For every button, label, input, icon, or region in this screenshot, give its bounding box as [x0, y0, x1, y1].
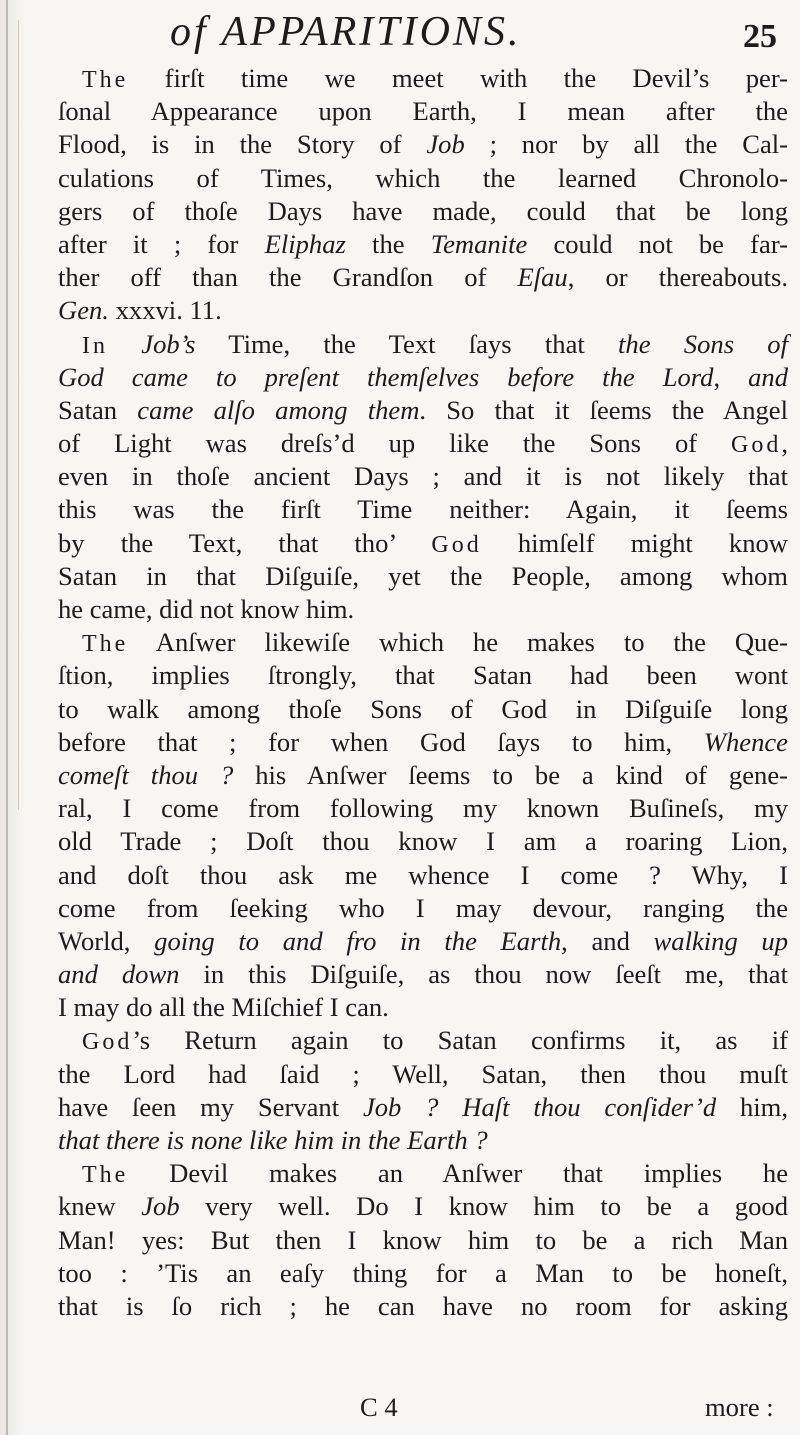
- text-line: [58, 427, 788, 460]
- text-run: the: [345, 228, 431, 259]
- italic-text: Temanite: [430, 228, 528, 259]
- text-run: by the Text, that tho’: [58, 527, 432, 558]
- text-line: [58, 693, 788, 726]
- text-run: , and: [561, 925, 654, 956]
- body-text: [58, 62, 788, 1323]
- italic-text: God came to preſent themſelves before the Lord: [58, 361, 714, 392]
- text-run: in this Diſguiſe, as thou now ſeeſt me, that: [179, 959, 788, 990]
- text-run: even in thoſe ancient Days ; and it is not likely that: [58, 461, 788, 492]
- text-run: come from ſeeking who I may devour, ranging the: [58, 892, 788, 923]
- text-run: too : ’Tis an eaſy thing for a Man to be honeſt,: [58, 1257, 788, 1288]
- italic-text: Gen.: [58, 295, 109, 326]
- text-run: knew: [58, 1191, 142, 1222]
- text-run: ſonal Appearance upon Earth, I mean after the: [58, 96, 788, 127]
- text-line: [58, 1124, 788, 1157]
- small-caps-text: God: [731, 432, 782, 459]
- italic-text: walking up: [653, 925, 789, 956]
- text-run: could not be far-: [527, 228, 788, 259]
- text-line: [58, 560, 788, 593]
- text-line: [58, 460, 788, 493]
- italic-text: Job ? Haſt thou conſider’d: [362, 1091, 717, 1122]
- text-run: ſtion, implies ſtrongly, that Satan had been wont: [58, 660, 788, 691]
- text-line: [58, 726, 788, 759]
- small-caps-text: God: [82, 1029, 133, 1056]
- text-run: this was the firſt Time neither: Again, it ſeems: [58, 494, 788, 525]
- page-number: 25: [743, 18, 777, 55]
- italic-text: came alſo among them: [137, 394, 420, 425]
- italic-text: comeſt thou ?: [58, 759, 234, 790]
- text-run: ,: [781, 428, 788, 459]
- text-run: Man! yes: But then I know him to be a rich Man: [58, 1224, 788, 1255]
- text-run: , or thereabouts.: [567, 262, 788, 293]
- text-run: ’s Return again to Satan confirms it, as if: [132, 1025, 788, 1056]
- text-line: [58, 1257, 788, 1290]
- text-line: [58, 294, 788, 327]
- text-run: . So that it ſeems the Angel: [419, 394, 788, 425]
- text-run: him,: [716, 1091, 788, 1122]
- text-run: that is ſo rich ; he can have no room for asking: [58, 1290, 788, 1321]
- text-line: [58, 1190, 788, 1223]
- small-caps-text: The: [82, 67, 129, 93]
- text-run: ; nor by all the Cal-: [464, 129, 788, 160]
- text-line: [58, 128, 788, 161]
- text-run: gers of thoſe Days have made, could that be long: [58, 195, 788, 226]
- catchword: more :: [705, 1392, 774, 1422]
- italic-text: Eſau: [517, 262, 568, 293]
- text-run: very well. Do I know him to be a good: [179, 1191, 788, 1222]
- text-run: Time, the Text ſays that: [195, 328, 619, 359]
- text-run: Satan in that Diſguiſe, yet the People, among whom: [58, 560, 788, 591]
- text-run: after it ; for: [58, 228, 265, 259]
- italic-text: that there is none like him in the Earth ?: [58, 1125, 488, 1155]
- text-run: ,: [713, 361, 749, 392]
- text-line: [58, 493, 788, 526]
- text-line: [58, 892, 788, 925]
- text-line: [58, 228, 788, 261]
- text-run: ral, I come from following my known Buſineſs, my: [58, 793, 788, 824]
- running-header: [170, 8, 777, 62]
- text-line: [58, 1091, 788, 1124]
- text-run: Satan: [58, 394, 138, 425]
- text-run: the Lord had ſaid ; Well, Satan, then thou muſt: [58, 1058, 788, 1089]
- text-line: [58, 925, 788, 958]
- signature-mark: C 4: [360, 1392, 398, 1422]
- text-line: [58, 1224, 788, 1257]
- text-line: [58, 62, 788, 95]
- text-line: [58, 1058, 788, 1091]
- italic-text: going to and fro in the Earth: [154, 925, 562, 956]
- text-run: Flood, is in the Story of: [58, 129, 427, 160]
- small-caps-text: In: [82, 332, 108, 359]
- text-line: [58, 95, 788, 128]
- text-line: [58, 991, 788, 1024]
- text-run: to walk among thoſe Sons of God in Diſguiſe long: [58, 693, 788, 724]
- text-line: [58, 195, 788, 228]
- text-run: his Anſwer ſeems to be a kind of gene-: [233, 759, 788, 790]
- text-run: have ſeen my Servant: [58, 1091, 363, 1122]
- italic-text: Job: [141, 1191, 180, 1222]
- text-run: himſelf might know: [481, 527, 788, 558]
- text-line: [58, 361, 788, 394]
- text-line: [58, 759, 788, 792]
- text-run: and doſt thou ask me whence I come ? Why, I: [58, 859, 788, 890]
- text-line: [58, 527, 788, 560]
- italic-text: Job’s: [141, 328, 196, 359]
- text-run: Anſwer likewiſe which he makes to the Que-: [128, 627, 788, 658]
- running-title: of APPARITIONS.: [170, 9, 522, 55]
- text-line: [58, 261, 788, 294]
- text-run: before that ; for when God ſays to him,: [58, 726, 704, 757]
- text-line: [58, 1024, 788, 1057]
- italic-text: the Sons of: [618, 328, 788, 359]
- text-run: Devil makes an Anſwer that implies he: [128, 1158, 788, 1189]
- text-run: of Light was dreſs’d up like the Sons of: [58, 428, 731, 459]
- italic-text: Whence: [703, 726, 788, 757]
- text-run: culations of Times, which the learned Chronolo-: [58, 162, 788, 193]
- text-run: old Trade ; Doſt thou know I am a roaring Lion,: [58, 826, 788, 857]
- text-run: World,: [58, 925, 155, 956]
- gutter-rule-inner: [18, 20, 19, 810]
- text-line: [58, 1157, 788, 1190]
- text-run: xxxvi. 11.: [108, 295, 222, 326]
- text-line: [58, 659, 788, 692]
- gutter-rule: [6, 0, 8, 1435]
- text-line: [58, 958, 788, 991]
- text-line: [58, 394, 788, 427]
- text-line: [58, 593, 788, 626]
- text-run: ther off than the Grandſon of: [58, 262, 518, 293]
- text-line: [58, 626, 788, 659]
- text-run: I may do all the Miſchief I can.: [58, 992, 389, 1023]
- text-line: [58, 1290, 788, 1323]
- italic-text: and: [748, 361, 788, 392]
- small-caps-text: God: [431, 531, 482, 558]
- text-line: [58, 792, 788, 825]
- text-run: [108, 329, 141, 359]
- small-caps-text: The: [82, 631, 129, 658]
- text-line: [58, 162, 788, 195]
- small-caps-text: The: [82, 1162, 129, 1189]
- text-line: [58, 859, 788, 892]
- italic-text: Eliphaz: [264, 228, 346, 259]
- text-line: [58, 825, 788, 858]
- text-line: [58, 328, 788, 361]
- italic-text: and down: [58, 959, 180, 990]
- text-run: he came, did not know him.: [58, 594, 355, 624]
- page-gutter: [0, 0, 26, 1435]
- italic-text: Job: [426, 129, 465, 160]
- text-run: firſt time we meet with the Devil’s per-: [128, 63, 788, 93]
